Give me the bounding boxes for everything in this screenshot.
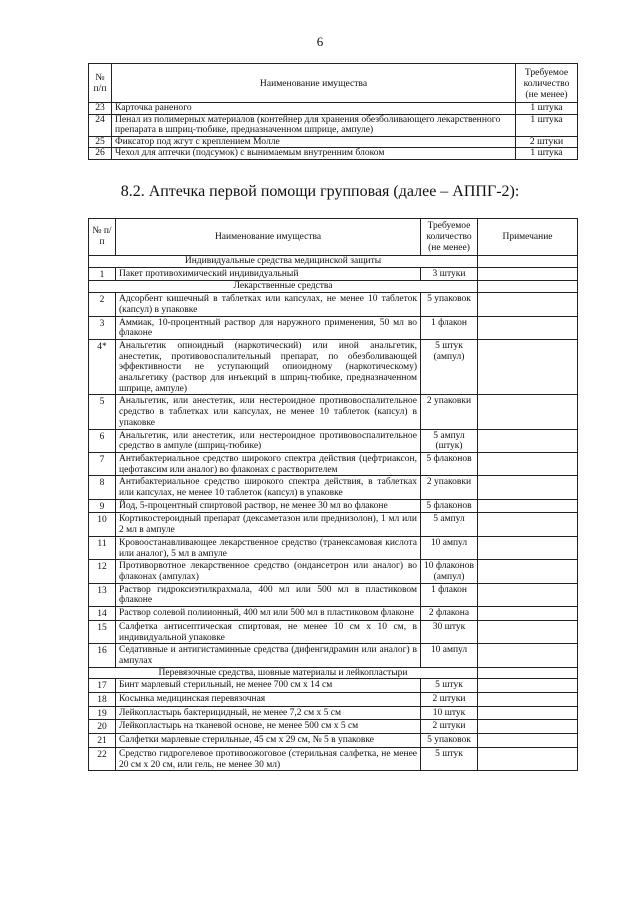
table-row bbox=[89, 607, 578, 621]
header-note: Примечание bbox=[478, 219, 578, 256]
inventory-table-continued bbox=[88, 63, 578, 160]
group-header-row bbox=[89, 256, 578, 268]
item-name: Адсорбент кишечный в таблетках или капсулах, не менее 10 таблеток (капсул) в упаковке bbox=[116, 293, 421, 316]
table-row bbox=[89, 339, 578, 395]
table-row bbox=[89, 476, 578, 499]
row-number: 24 bbox=[89, 114, 112, 136]
item-name: Анальгетик опиоидный (наркотический) или иной анальгетик, анестетик, противовоспалительный препарат, по обезболивающей эффективности не уступающий опиоидному (наркотическому) анальгетику (раствор для инъекций в шприц-тюбике, предназначенном шприце, ампуле) bbox=[116, 339, 421, 395]
note-cell bbox=[478, 560, 578, 583]
header-name: Наименование имущества bbox=[112, 64, 516, 103]
header-qty: Требуемое количество (не менее) bbox=[421, 219, 478, 256]
row-number: 9 bbox=[89, 499, 116, 513]
group-title: Перевязочные средства, шовные материалы и лейкопластыри bbox=[89, 667, 478, 679]
row-number: 12 bbox=[89, 560, 116, 583]
note-cell bbox=[478, 679, 578, 693]
table-row bbox=[89, 395, 578, 429]
item-name: Противорвотное лекарственное средство (ондансетрон или аналог) во флаконах (ампулах) bbox=[116, 560, 421, 583]
item-quantity: 2 штуки bbox=[421, 693, 478, 707]
note-cell bbox=[478, 316, 578, 339]
item-quantity: 1 штука bbox=[516, 103, 578, 115]
item-quantity: 5 флаконов bbox=[421, 499, 478, 513]
group-header-row bbox=[89, 281, 578, 293]
item-quantity: 5 флаконов bbox=[421, 452, 478, 475]
note-cell bbox=[478, 293, 578, 316]
item-quantity: 1 штука bbox=[516, 148, 578, 160]
table-row bbox=[89, 148, 578, 160]
table-row bbox=[89, 499, 578, 513]
group-title: Индивидуальные средства медицинской защиты bbox=[89, 256, 478, 268]
table-row bbox=[89, 452, 578, 475]
note-cell bbox=[478, 256, 578, 268]
table-row bbox=[89, 429, 578, 452]
item-name: Кровоостанавливающее лекарственное средство (транексамовая кислота или аналог), 5 мл в ампуле bbox=[116, 536, 421, 559]
section-heading: 8.2. Аптечка первой помощи групповая (далее – АППГ-2): bbox=[120, 183, 520, 200]
row-number: 10 bbox=[89, 513, 116, 536]
item-name: Средство гидрогелевое противоожоговое (стерильная салфетка, не менее 20 см х 20 см, или гель, не менее 30 мл) bbox=[116, 747, 421, 770]
header-num: № п/п bbox=[89, 219, 116, 256]
row-number: 7 bbox=[89, 452, 116, 475]
table-header-row bbox=[89, 64, 578, 103]
table-row bbox=[89, 679, 578, 693]
item-name: Седативные и антигистаминные средства (дифенгидрамин или аналог) в ампулах bbox=[116, 644, 421, 667]
row-number: 21 bbox=[89, 734, 116, 748]
table-row bbox=[89, 267, 578, 281]
item-name: Салфетка антисептическая спиртовая, не менее 10 см х 10 см, в индивидуальной упаковке bbox=[116, 620, 421, 643]
note-cell bbox=[478, 267, 578, 281]
note-cell bbox=[478, 339, 578, 395]
item-name: Анальгетик, или анестетик, или нестероидное противовоспалительное средство в таблетках или капсулах, не менее 10 таблеток (капсул) в упаковке bbox=[116, 395, 421, 429]
row-number: 4* bbox=[89, 339, 116, 395]
item-quantity: 5 ампул (штук) bbox=[421, 429, 478, 452]
note-cell bbox=[478, 720, 578, 734]
header-name: Наименование имущества bbox=[116, 219, 421, 256]
item-name: Косынка медицинская перевязочная bbox=[116, 693, 421, 707]
item-name: Раствор гидроксиэтилкрахмала, 400 мл или 500 мл в пластиковом флаконе bbox=[116, 583, 421, 606]
item-name: Бинт марлевый стерильный, не менее 700 см х 14 см bbox=[116, 679, 421, 693]
item-quantity: 1 флакон bbox=[421, 583, 478, 606]
table-row bbox=[89, 560, 578, 583]
note-cell bbox=[478, 513, 578, 536]
item-name: Раствор солевой полиионный, 400 мл или 500 мл в пластиковом флаконе bbox=[116, 607, 421, 621]
appg2-table bbox=[88, 218, 578, 771]
item-quantity: 10 штук bbox=[421, 706, 478, 720]
table-row bbox=[89, 583, 578, 606]
table-row bbox=[89, 103, 578, 115]
note-cell bbox=[478, 395, 578, 429]
note-cell bbox=[478, 620, 578, 643]
item-quantity: 10 ампул bbox=[421, 536, 478, 559]
row-number: 17 bbox=[89, 679, 116, 693]
note-cell bbox=[478, 452, 578, 475]
item-quantity: 2 штуки bbox=[516, 136, 578, 148]
note-cell bbox=[478, 693, 578, 707]
item-name: Йод, 5-процентный спиртовой раствор, не менее 30 мл во флаконе bbox=[116, 499, 421, 513]
item-name: Лейкопластырь бактерицидный, не менее 7,2 см х 5 см bbox=[116, 706, 421, 720]
note-cell bbox=[478, 583, 578, 606]
item-quantity: 5 штук bbox=[421, 679, 478, 693]
note-cell bbox=[478, 536, 578, 559]
table-row bbox=[89, 747, 578, 770]
row-number: 1 bbox=[89, 267, 116, 281]
note-cell bbox=[478, 429, 578, 452]
item-quantity: 10 ампул bbox=[421, 644, 478, 667]
table-row bbox=[89, 114, 578, 136]
row-number: 20 bbox=[89, 720, 116, 734]
item-quantity: 2 флакона bbox=[421, 607, 478, 621]
item-name: Салфетки марлевые стерильные, 45 см х 29 см, № 5 в упаковке bbox=[116, 734, 421, 748]
item-quantity: 2 штуки bbox=[421, 720, 478, 734]
table-row bbox=[89, 693, 578, 707]
item-quantity: 2 упаковки bbox=[421, 476, 478, 499]
item-quantity: 5 штук bbox=[421, 747, 478, 770]
table-row bbox=[89, 706, 578, 720]
item-quantity: 2 упаковки bbox=[421, 395, 478, 429]
table-row bbox=[89, 316, 578, 339]
item-name: Фиксатор под жгут с креплением Молле bbox=[112, 136, 516, 148]
item-quantity: 3 штуки bbox=[421, 267, 478, 281]
item-name: Аммиак, 10-процентный раствор для наружного применения, 50 мл во флаконе bbox=[116, 316, 421, 339]
table-row bbox=[89, 513, 578, 536]
note-cell bbox=[478, 706, 578, 720]
row-number: 11 bbox=[89, 536, 116, 559]
row-number: 23 bbox=[89, 103, 112, 115]
row-number: 18 bbox=[89, 693, 116, 707]
row-number: 13 bbox=[89, 583, 116, 606]
header-num: № п/п bbox=[89, 64, 112, 103]
row-number: 15 bbox=[89, 620, 116, 643]
item-quantity: 5 штук (ампул) bbox=[421, 339, 478, 395]
item-quantity: 5 упаковок bbox=[421, 293, 478, 316]
note-cell bbox=[478, 476, 578, 499]
page-number: 6 bbox=[316, 34, 324, 49]
header-qty: Требуемое количество (не менее) bbox=[516, 64, 578, 103]
item-name: Пенал из полимерных материалов (контейнер для хранения обезболивающего лекарственного препарата в шприц-тюбике, предназначенном шприце, ампуле) bbox=[112, 114, 516, 136]
group-header-row bbox=[89, 667, 578, 679]
item-name: Антибактериальное средство широкого спектра действия, в таблетках или капсулах, не менее 10 таблеток (капсул) в упаковке bbox=[116, 476, 421, 499]
row-number: 14 bbox=[89, 607, 116, 621]
item-name: Антибактериальное средство широкого спектра действия (цефтриаксон, цефотаксим или аналог) во флаконах с растворителем bbox=[116, 452, 421, 475]
item-quantity: 5 упаковок bbox=[421, 734, 478, 748]
table-row bbox=[89, 536, 578, 559]
item-name: Кортикостероидный препарат (дексаметазон или преднизолон), 1 мл или 2 мл в ампуле bbox=[116, 513, 421, 536]
note-cell bbox=[478, 607, 578, 621]
note-cell bbox=[478, 499, 578, 513]
note-cell bbox=[478, 747, 578, 770]
row-number: 22 bbox=[89, 747, 116, 770]
item-name: Анальгетик, или анестетик, или нестероидное противовоспалительное средство в ампуле (шприц-тюбике) bbox=[116, 429, 421, 452]
row-number: 2 bbox=[89, 293, 116, 316]
item-name: Карточка раненого bbox=[112, 103, 516, 115]
note-cell bbox=[478, 734, 578, 748]
note-cell bbox=[478, 644, 578, 667]
row-number: 6 bbox=[89, 429, 116, 452]
table-header-row bbox=[89, 219, 578, 256]
table-row bbox=[89, 136, 578, 148]
item-quantity: 10 флаконов (ампул) bbox=[421, 560, 478, 583]
item-name: Пакет противохимический индивидуальный bbox=[116, 267, 421, 281]
item-quantity: 5 ампул bbox=[421, 513, 478, 536]
note-cell bbox=[478, 281, 578, 293]
row-number: 19 bbox=[89, 706, 116, 720]
row-number: 3 bbox=[89, 316, 116, 339]
row-number: 8 bbox=[89, 476, 116, 499]
item-quantity: 1 флакон bbox=[421, 316, 478, 339]
item-name: Чехол для аптечки (подсумок) с вынимаемым внутренним блоком bbox=[112, 148, 516, 160]
row-number: 25 bbox=[89, 136, 112, 148]
group-title: Лекарственные средства bbox=[89, 281, 478, 293]
item-quantity: 1 штука bbox=[516, 114, 578, 136]
table-row bbox=[89, 734, 578, 748]
row-number: 5 bbox=[89, 395, 116, 429]
row-number: 26 bbox=[89, 148, 112, 160]
item-quantity: 30 штук bbox=[421, 620, 478, 643]
table-row bbox=[89, 644, 578, 667]
row-number: 16 bbox=[89, 644, 116, 667]
table-row bbox=[89, 720, 578, 734]
item-name: Лейкопластырь на тканевой основе, не менее 500 см х 5 см bbox=[116, 720, 421, 734]
table-row bbox=[89, 293, 578, 316]
note-cell bbox=[478, 667, 578, 679]
table-row bbox=[89, 620, 578, 643]
